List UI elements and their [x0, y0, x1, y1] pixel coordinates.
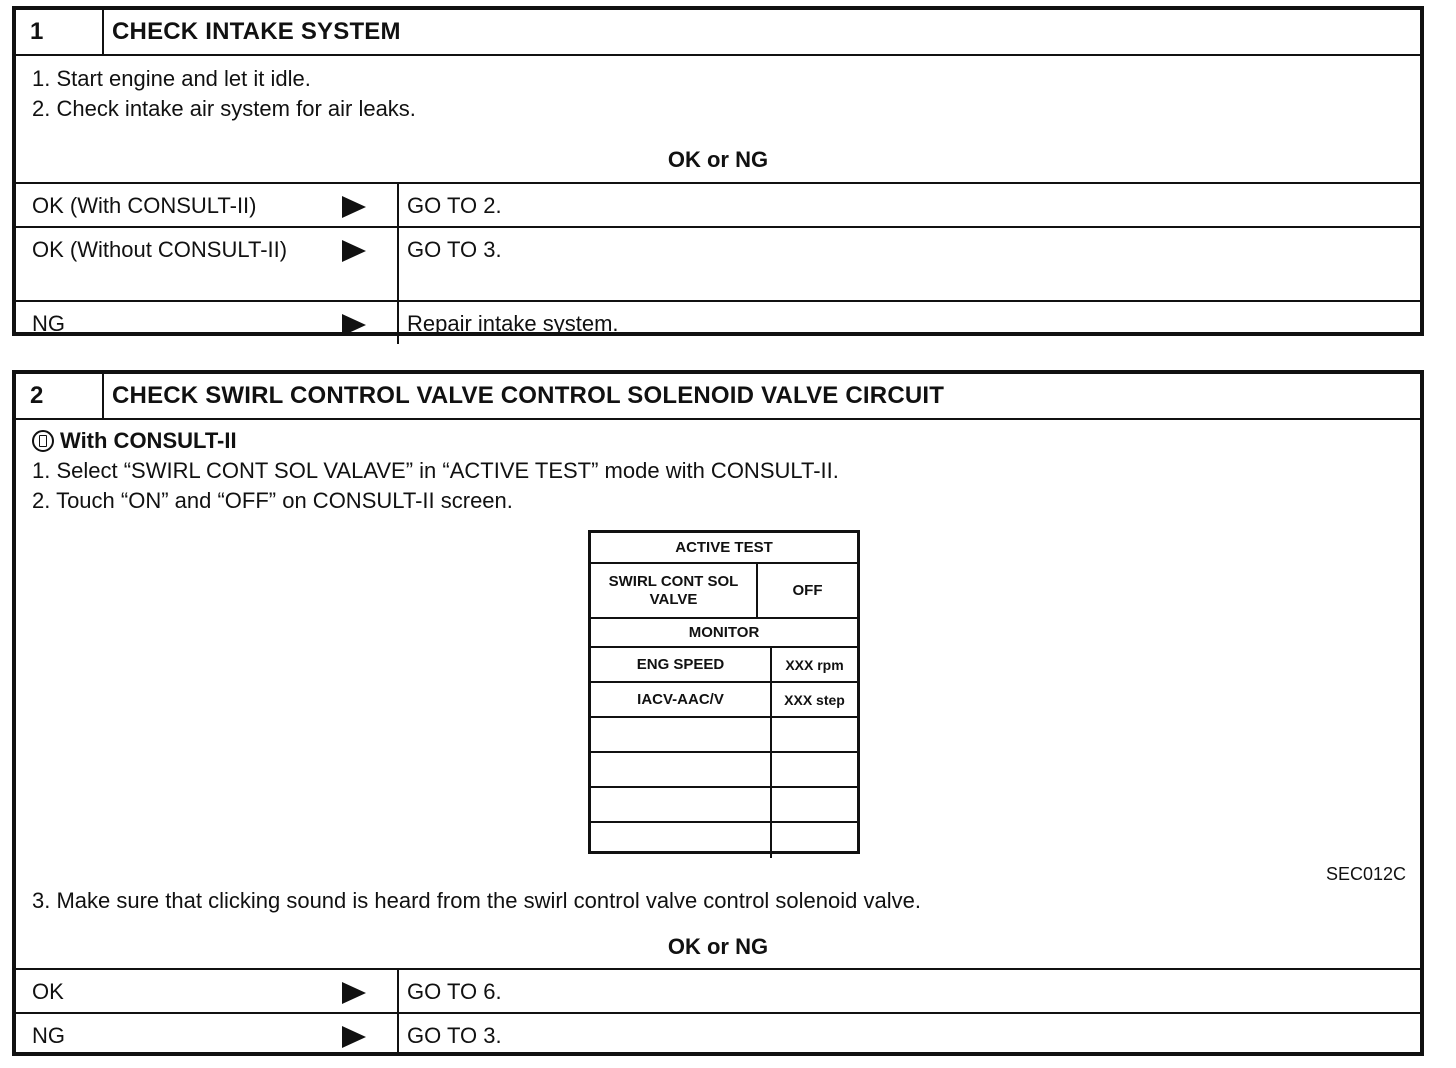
result-action: GO TO 3. — [407, 237, 502, 262]
result-condition — [16, 228, 399, 300]
monitor-label: ENG SPEED — [591, 648, 772, 681]
instruction-line: 1. Start engine and let it idle. — [32, 66, 311, 91]
ok-ng-label: OK or NG — [667, 934, 769, 959]
result-condition — [16, 970, 399, 1012]
with-consult-label: With CONSULT-II — [60, 428, 237, 453]
result-condition — [16, 302, 399, 344]
consult-tester-icon — [32, 430, 54, 452]
screen-item-label: SWIRL CONT SOL VALVE — [591, 564, 758, 617]
condition-text: NG — [32, 311, 65, 336]
screen-item-row — [591, 564, 857, 619]
instruction-line: 1. Select “SWIRL CONT SOL VALAVE” in “ACTIVE TEST” mode with CONSULT-II. — [32, 458, 839, 483]
result-action: GO TO 2. — [407, 193, 502, 218]
result-action: GO TO 3. — [407, 1023, 502, 1048]
monitor-label — [591, 823, 772, 858]
result-row — [16, 226, 1420, 300]
result-action: Repair intake system. — [407, 311, 619, 336]
step-1-instructions — [16, 56, 1420, 144]
monitor-value — [772, 753, 857, 786]
instruction-line: 3. Make sure that clicking sound is heard from the swirl control valve control solenoid valve. — [32, 888, 921, 913]
step-2-box — [12, 370, 1424, 1056]
monitor-label — [591, 718, 772, 751]
condition-text: OK (Without CONSULT-II) — [32, 237, 288, 262]
monitor-value — [772, 823, 857, 858]
monitor-row — [591, 753, 857, 788]
monitor-row — [591, 648, 857, 683]
step-2-number: 2 — [16, 374, 104, 418]
with-consult-heading — [32, 426, 1420, 456]
screen-monitor-label: MONITOR — [591, 619, 857, 648]
step-1-number: 1 — [16, 10, 104, 54]
monitor-value: XXX rpm — [785, 656, 844, 673]
result-row — [16, 1012, 1420, 1056]
result-row — [16, 300, 1420, 344]
instruction-line: 2. Check intake air system for air leaks. — [32, 96, 416, 121]
monitor-value: XXX step — [784, 691, 845, 708]
condition-text: NG — [32, 1023, 65, 1048]
arrow-right-icon — [342, 196, 366, 218]
consult-screen-figure — [588, 530, 860, 854]
result-condition — [16, 184, 399, 226]
screen-title: ACTIVE TEST — [591, 533, 857, 564]
step-2-lower — [16, 884, 1420, 1056]
step-2-title: CHECK SWIRL CONTROL VALVE CONTROL SOLENOID VALVE CIRCUIT — [112, 382, 945, 409]
monitor-row — [591, 718, 857, 753]
monitor-label: IACV-AAC/V — [591, 683, 772, 716]
screen-item-value: OFF — [792, 582, 823, 599]
step-2-header — [16, 374, 1420, 420]
step-2-instructions — [16, 420, 1420, 516]
monitor-value — [772, 718, 857, 751]
condition-text: OK — [32, 979, 64, 1004]
monitor-value — [772, 788, 857, 821]
monitor-label — [591, 753, 772, 786]
arrow-right-icon — [342, 240, 366, 262]
result-condition — [16, 1014, 399, 1056]
monitor-row — [591, 823, 857, 858]
step-1-title: CHECK INTAKE SYSTEM — [112, 18, 401, 45]
arrow-right-icon — [342, 982, 366, 1004]
step-1-header — [16, 10, 1420, 56]
step-1-box — [12, 6, 1424, 336]
ok-ng-label: OK or NG — [667, 147, 769, 172]
instruction-line: 2. Touch “ON” and “OFF” on CONSULT-II screen. — [32, 488, 513, 513]
figure-reference: SEC012C — [1325, 864, 1406, 884]
result-row — [16, 968, 1420, 1012]
monitor-row — [591, 683, 857, 718]
result-action: GO TO 6. — [407, 979, 502, 1004]
result-row — [16, 182, 1420, 226]
condition-text: OK (With CONSULT-II) — [32, 193, 257, 218]
monitor-label — [591, 788, 772, 821]
arrow-right-icon — [342, 1026, 366, 1048]
monitor-row — [591, 788, 857, 823]
arrow-right-icon — [342, 314, 366, 336]
